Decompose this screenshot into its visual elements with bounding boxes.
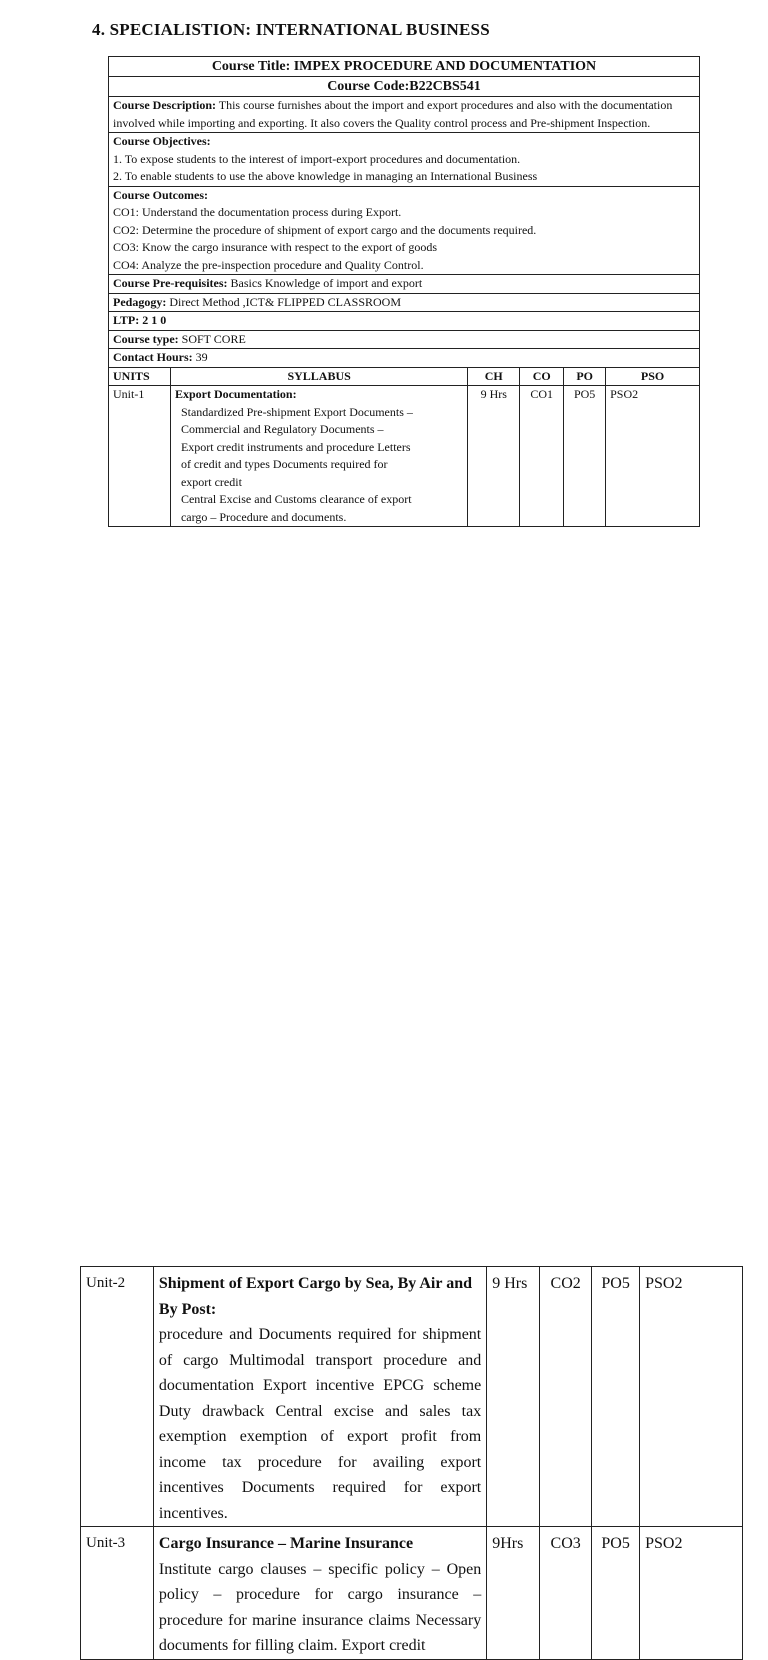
type-text: SOFT CORE <box>178 331 246 346</box>
course-ltp <box>109 312 700 331</box>
course-description <box>109 97 700 133</box>
unit2-topic: Shipment of Export Cargo by Sea, By Air and By Post: <box>158 1275 472 1318</box>
unit2-pso: PSO2 <box>640 1267 743 1527</box>
hours-label: Contact Hours: <box>113 350 193 364</box>
description-label: Course Description: <box>113 98 216 112</box>
unit1-line: Commercial and Regulatory Documents – <box>180 422 384 436</box>
prereq-text: Basics Knowledge of import and export <box>227 276 423 290</box>
objective-item: 2. To enable students to use the above knowledge in managing an International Business <box>113 169 538 183</box>
table-row <box>81 1527 743 1660</box>
outcome-item: CO2: Determine the procedure of shipment of export cargo and the documents required. <box>113 222 537 237</box>
outcome-item: CO1: Understand the documentation process during Export. <box>113 205 402 219</box>
unit3-co: CO3 <box>540 1527 592 1660</box>
course-outcomes <box>109 186 700 275</box>
unit3-pso: PSO2 <box>640 1527 743 1660</box>
unit1-pso: PSO2 <box>606 386 700 527</box>
unit1-po: PO5 <box>564 386 606 527</box>
unit1-line: Export credit instruments and procedure Letters <box>180 439 411 454</box>
outcomes-label: Course Outcomes: <box>113 187 208 202</box>
unit1-line: Central Excise and Customs clearance of export <box>180 492 412 506</box>
ltp-label: LTP: <box>113 313 140 327</box>
prereq-label: Course Pre-requisites: <box>113 276 228 290</box>
course-pedagogy <box>109 293 700 312</box>
description-text: This course furnishes about the import and export procedures and also with the documentation involved while importing and exporting. It also covers the Quality control process and Pre-shipment Inspection. <box>113 98 673 130</box>
course-code: Course Code:B22CBS541 <box>109 77 700 97</box>
unit2-ch: 9 Hrs <box>487 1267 540 1527</box>
objective-item: 1. To expose students to the interest of import-export procedures and documentation. <box>113 151 521 166</box>
unit3-po: PO5 <box>592 1527 640 1660</box>
course-type <box>109 330 700 349</box>
unit1-line: of credit and types Documents required for <box>180 457 388 471</box>
unit1-topic: Export Documentation: <box>174 387 297 401</box>
pedagogy-label: Pedagogy: <box>113 294 167 309</box>
unit2-syllabus <box>153 1267 486 1527</box>
header-pso: PSO <box>606 367 700 386</box>
page-heading: 4. SPECIALISTION: INTERNATIONAL BUSINESS <box>92 20 490 39</box>
header-syllabus: SYLLABUS <box>170 367 467 386</box>
unit3-topic: Cargo Insurance – Marine Insurance <box>158 1535 414 1552</box>
unit2-body: procedure and Documents required for shipment of cargo Multimodal transport procedure and documentation Export incentive EPCG scheme Duty drawback Central excise and sales tax exemption exemption of export profit from income tax procedure for availing export incentives Documents required for export incentives. <box>158 1326 482 1522</box>
course-title: Course Title: IMPEX PROCEDURE AND DOCUMENTATION <box>109 57 700 77</box>
pedagogy-text: Direct Method ,ICT& FLIPPED CLASSROOM <box>166 294 402 309</box>
unit2-name: Unit-2 <box>81 1267 154 1527</box>
contact-hours <box>109 349 700 368</box>
course-table <box>108 56 700 527</box>
unit1-co: CO1 <box>520 386 564 527</box>
table-row <box>81 1267 743 1527</box>
objectives-label: Course Objectives: <box>113 134 211 148</box>
unit3-syllabus <box>153 1527 486 1660</box>
header-po: PO <box>564 367 606 386</box>
table-row <box>109 386 700 527</box>
hours-text: 39 <box>192 350 208 364</box>
header-ch: CH <box>468 367 520 386</box>
header-co: CO <box>520 367 564 386</box>
unit2-po: PO5 <box>592 1267 640 1527</box>
header-units: UNITS <box>109 367 171 386</box>
unit2-co: CO2 <box>540 1267 592 1527</box>
unit3-ch: 9Hrs <box>487 1527 540 1660</box>
unit1-syllabus <box>170 386 467 527</box>
course-objectives <box>109 133 700 187</box>
outcome-item: CO3: Know the cargo insurance with respect to the export of goods <box>113 240 438 254</box>
unit1-name: Unit-1 <box>109 386 171 527</box>
unit1-line: cargo – Procedure and documents. <box>180 509 347 524</box>
course-prerequisites <box>109 275 700 294</box>
syllabus-continuation <box>40 633 740 1654</box>
unit3-name: Unit-3 <box>81 1527 154 1660</box>
unit1-line: Standardized Pre-shipment Export Documents – <box>180 404 413 419</box>
type-label: Course type: <box>113 331 179 346</box>
unit1-ch: 9 Hrs <box>468 386 520 527</box>
syllabus-table <box>80 1266 743 1660</box>
unit3-body: Institute cargo clauses – specific policy – Open policy – procedure for cargo insurance – procedure for marine insurance claims Necessary documents for filling claim. Export credit <box>158 1560 482 1654</box>
ltp-value: 2 1 0 <box>139 313 167 327</box>
outcome-item: CO4: Analyze the pre-inspection procedure and Quality Control. <box>113 257 424 272</box>
unit1-line: export credit <box>180 474 242 489</box>
